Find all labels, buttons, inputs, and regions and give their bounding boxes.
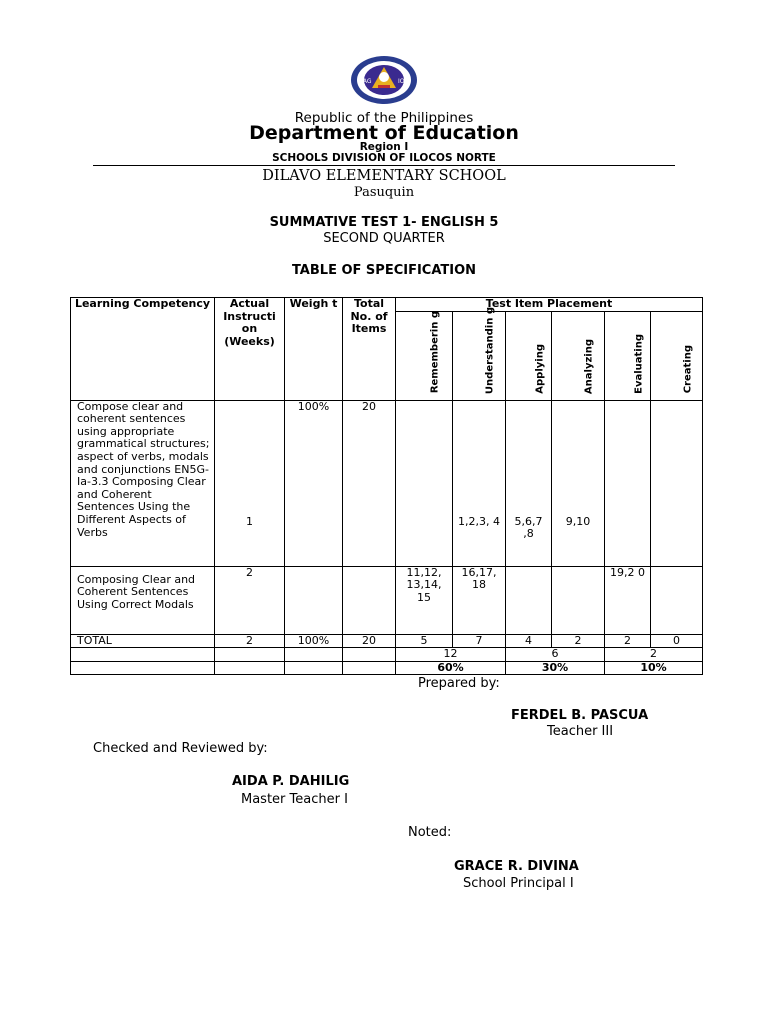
region-heading: Region I	[359, 141, 409, 153]
table-total-row	[71, 634, 703, 648]
row2-items	[343, 566, 396, 634]
total-items: 20	[343, 634, 396, 648]
header-understanding: Understandin g	[453, 311, 506, 400]
row1-analyzing: 9,10	[552, 400, 605, 566]
header-divider	[93, 165, 675, 166]
table-group-count-row	[71, 648, 703, 662]
row1-weeks: 1	[215, 400, 285, 566]
prepared-by-title: Teacher III	[547, 724, 614, 739]
header-competency: Learning Competency	[71, 298, 215, 401]
row1-competency: Compose clear and coherent sentences using appropriate grammatical structures; aspect of verbs, modals and conjunctions EN5G-Ia-3.3 Composing Clear and Coherent Sentences Using the Different Aspects of Verbs	[71, 400, 215, 566]
table-header-row	[71, 298, 703, 312]
row1-weight: 100%	[285, 400, 343, 566]
test-title: SUMMATIVE TEST 1- ENGLISH 5	[269, 215, 499, 230]
header-applying: Applying	[506, 311, 552, 400]
total-understanding: 7	[453, 634, 506, 648]
table-row	[71, 566, 703, 634]
checked-by-label: Checked and Reviewed by:	[93, 741, 268, 756]
school-name: DILAVO ELEMENTARY SCHOOL	[262, 168, 506, 184]
svg-text:KAG: KAG	[359, 78, 372, 85]
group-percent-middle: 30%	[506, 661, 605, 675]
header-weight: Weigh t	[285, 298, 343, 401]
header-placement: Test Item Placement	[396, 298, 703, 312]
row1-applying: 5,6,7 ,8	[506, 400, 552, 566]
svg-text:ION: ION	[398, 78, 409, 85]
noted-by-name: GRACE R. DIVINA	[454, 859, 579, 874]
row2-analyzing	[552, 566, 605, 634]
group-count-middle: 6	[506, 648, 605, 662]
total-weeks: 2	[215, 634, 285, 648]
school-town: Pasuquin	[353, 185, 415, 200]
row2-weight	[285, 566, 343, 634]
total-label: TOTAL	[71, 634, 215, 648]
row1-items: 20	[343, 400, 396, 566]
group-percent-lower: 60%	[396, 661, 506, 675]
total-creating: 0	[651, 634, 703, 648]
table-group-percent-row	[71, 661, 703, 675]
row2-remembering: 11,12, 13,14, 15	[396, 566, 453, 634]
header-weeks: Actual Instructi on (Weeks)	[215, 298, 285, 401]
division-heading: SCHOOLS DIVISION OF ILOCOS NORTE	[272, 152, 496, 164]
table-title: TABLE OF SPECIFICATION	[291, 263, 477, 278]
total-analyzing: 2	[552, 634, 605, 648]
header-items: Total No. of Items	[343, 298, 396, 401]
noted-by-title: School Principal I	[463, 876, 574, 891]
row2-applying	[506, 566, 552, 634]
prepared-by-label: Prepared by:	[418, 676, 500, 691]
group-percent-higher: 10%	[605, 661, 703, 675]
total-applying: 4	[506, 634, 552, 648]
table-row	[71, 400, 703, 566]
total-remembering: 5	[396, 634, 453, 648]
row2-creating	[651, 566, 703, 634]
row1-evaluating	[605, 400, 651, 566]
row2-evaluating: 19,2 0	[605, 566, 651, 634]
republic-heading: Republic of the Philippines	[294, 110, 474, 126]
quarter-label: SECOND QUARTER	[323, 231, 445, 246]
row1-understanding: 1,2,3, 4	[453, 400, 506, 566]
specification-table	[70, 297, 703, 675]
header-evaluating: Evaluating	[605, 311, 651, 400]
department-heading: Department of Education	[249, 122, 519, 144]
row1-remembering	[396, 400, 453, 566]
checked-by-title: Master Teacher I	[241, 792, 348, 807]
header-analyzing: Analyzing	[552, 311, 605, 400]
header-creating: Creating	[651, 311, 703, 400]
row2-weeks: 2	[215, 566, 285, 634]
group-count-higher: 2	[605, 648, 703, 662]
deped-seal-icon	[350, 55, 418, 105]
row1-creating	[651, 400, 703, 566]
prepared-by-name: FERDEL B. PASCUA	[511, 708, 649, 723]
header-remembering: Rememberin g	[396, 311, 453, 400]
row2-understanding: 16,17, 18	[453, 566, 506, 634]
total-weight: 100%	[285, 634, 343, 648]
group-count-lower: 12	[396, 648, 506, 662]
row2-competency: Composing Clear and Coherent Sentences Using Correct Modals	[71, 566, 215, 634]
noted-by-label: Noted:	[408, 825, 452, 840]
total-evaluating: 2	[605, 634, 651, 648]
checked-by-name: AIDA P. DAHILIG	[232, 774, 350, 789]
